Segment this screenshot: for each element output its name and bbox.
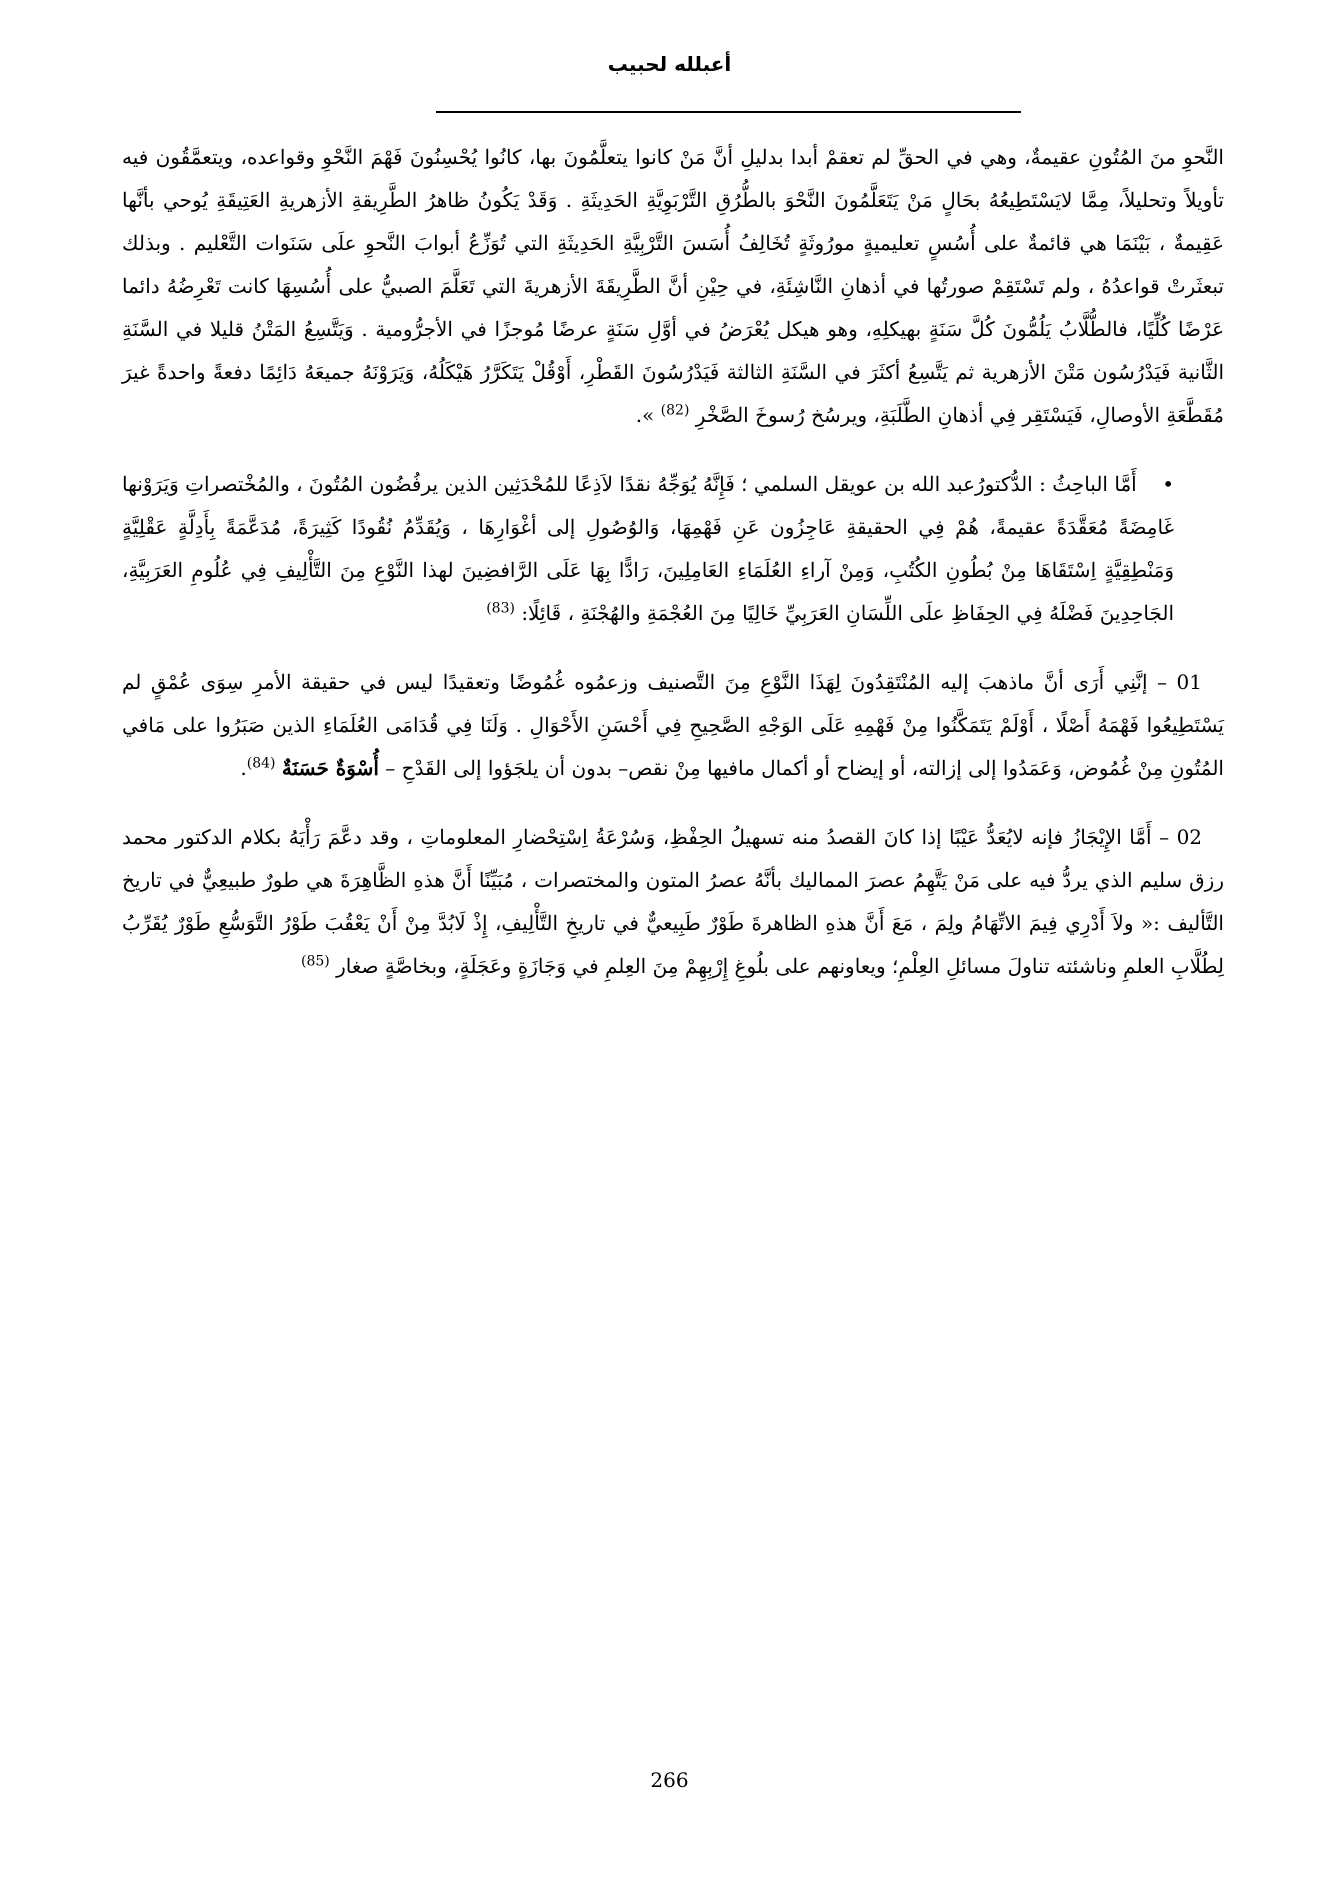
- paragraph-3-bold: أُسْوَةٌ حَسَنَةٌ: [281, 756, 379, 780]
- paragraph-3: 01 – إنَّنِي أَرَى أنَّ ماذهبَ إليه المُنْتَقِدُونَ لِهَذَا النَّوْعِ مِنَ التَّصنيف وزعمُوه غُمُوضًا وتعقيدًا ليس في حقيقة الأمرِ سِوَى عُمْقٍ لم يَسْتَطِيعُوا فَهْمَهُ أَصْلًا ، أَوْلَمْ يَتَمَكَّنُوا مِنْ فَهْمِهِ عَلَى الوَجْهِ الصَّحِيحِ فِي أَحْسَنِ الأَحْوَالِ . وَلَنَا فِي قُدَامَى العُلَمَاءِ الذين صَبَرُوا على مَافي المُتُونِ مِنْ غُمُوض، وَعَمَدُوا إلى إزالته، أو إيضاح أو أكمال مافيها مِنْ نقص– بدون أن يلجَؤوا إلى القَدْحِ – أُسْوَةٌ حَسَنَةٌ $^{(84)}$.: [122, 670, 1224, 780]
- paragraph-2-text: أَمَّا الباحِثُ : الدُّكتورُعبد الله بن عويقل السلمي ؛ فَإِنَّهُ يُوَجِّهُ نقدًا لاَذِعًا للمُحْدَثِين الذين يرفُضُون المُتُونَ ، والمُخْتصراتِ وَيَرَوْنها غَامِضَةً مُعَقَّدَةً عقيمةً، هُمْ فِي الحقيقةِ عَاجِزُون عَنِ فَهْمِهَا، وَالوُصُولِ إلى أغْوَارِهَا ، وَيُقَدِّمُ نُقُودًا كَثِيرَةً، مُدَعَّمَةً بِأَدِلَّةٍ عَقْلِيَّةٍ وَمَنْطِقِيَّةٍ اِسْتَقَاهَا مِنْ بُطُونِ الكُتُبِ، وَمِنْ آراءِ العُلَمَاءِ العَامِلِينَ، رَادًّا بِهَا عَلَى الرَّافضِينَ لهذا النَّوْعِ مِنَ التَّأْلِيفِ فِي عُلُومِ العَرَبِيَّةِ، الجَاحِدِينَ فَضْلَهُ فِي الحِفَاظِ علَى اللِّسَانِ العَرَبِيِّ خَالِيًا مِنَ العُجْمَةِ والهُجْنَةِ ، قَائِلًا:: [122, 472, 1174, 625]
- item-number-02: 02: [1176, 825, 1203, 849]
- footnote-ref-84: (84): [246, 755, 276, 772]
- footnote-ref-85: (85): [300, 953, 330, 970]
- body-text: [122, 136, 1224, 988]
- running-header: أعبلله لحبيب: [607, 52, 732, 76]
- paragraph-4-text: – أَمَّا الإِيْجَازُ فإنه لايُعَدُّ عَيْبًا إذا كانَ القصدُ منه تسهيلُ الحِفْظِ، وَسُرْعَةُ اِسْتِحْضارِ المعلوماتِ ، وقد دعَّمَ رَأْيَهُ بكلام الدكتور محمد رزق سليم الذي يردُّ فيه على مَنْ يَتَّهِمُ عصرَ المماليك بأنَّهُ عصرُ المتون والمختصرات ، مُبَيِّنًا أَنَّ هذهِ الظَّاهِرَةَ هي طورٌ طبيعِيٌّ في تاريخ التَّأليف :« ولاَ أَدْرِي فِيمَ الاتِّهَامُ ولِمَ ، مَعَ أَنَّ هذهِ الظاهرةَ طَوْرٌ طَبِيعيٌّ في تاريخِ التَّأْلِيفِ، إِذْ لَابُدَّ مِنْ أَنْ يَعْقُبَ طَوْرُ التَّوَسُّعِ طَوْرٌ يُقَرِّبُ لِطُلَّابِ العلمِ وناشئته تناولَ مسائلِ العِلْمِ؛ ويعاونهم على بلُوغِ إِرْبِهِمْ مِنَ العِلمِ في وَجَازَةٍ وعَجَلَةٍ، وبخاصَّةٍ صغار: [122, 825, 1224, 978]
- page-number: 266: [650, 1768, 689, 1792]
- paragraph-4: [122, 816, 1224, 988]
- paragraph-1: [122, 136, 1224, 437]
- paragraph-3-tail: .: [240, 756, 247, 780]
- paragraph-2: [122, 463, 1224, 635]
- paragraph-3-text: إنَّنِي أَرَى أنَّ ماذهبَ إليه المُنْتَقِدُونَ لِهَذَا النَّوْعِ مِنَ التَّصنيف وزعمُوه غُمُوضًا وتعقيدًا ليس في حقيقة الأمرِ سِوَى عُمْقٍ لم يَسْتَطِيعُوا فَهْمَهُ أَصْلًا ، أَوْلَمْ يَتَمَكَّنُوا مِنْ فَهْمِهِ عَلَى الوَجْهِ الصَّحِيحِ فِي أَحْسَنِ الأَحْوَالِ . وَلَنَا فِي قُدَامَى العُلَمَاءِ الذين صَبَرُوا على مَافي المُتُونِ مِنْ غُمُوض، وَعَمَدُوا إلى إزالته، أو إيضاح أو أكمال مافيها مِنْ نقص– بدون أن يلجَؤوا إلى القَدْحِ –: [122, 670, 1224, 780]
- bullet-marker: •: [1136, 472, 1174, 496]
- header-rule: [436, 111, 1021, 113]
- paragraph-1-text: النَّحوِ منَ المُتُونِ عقيمةٌ، وهي في الحقِّ لم تعقمْ أبدا بدليلِ أنَّ مَنْ كانوا يتعلَّمُونَ بها، كانُوا يُحْسِنُونَ فَهْمَ النَّحْوِ وقواعده، ويتعمَّقُون فيه تأويلاً وتحليلاً، مِمَّا لايَسْتَطِيعُهُ بحَالٍ مَنْ يَتَعَلَّمُونَ النَّحْوَ بالطُّرُقِ التَّرْبَوِيَّةِ الحَدِيثَةِ . وَقَدْ يَكُونُ ظاهرُ الطَّرِيقةِ الأزهريةِ العَتِيقَةِ يُوحي بأنَّها عَقِيمةٌ ، بَيْنَمَا هي قائمةٌ على أُسُسٍ تعليميةٍ مورُوثَةٍ تُخَالِفُ أُسَسَ التَّرْبِيَّةِ الحَدِيثَةِ التي تُوَزِّعُ أبوابَ النَّحوِ علَى سَنَوات التَّعْليم . وبذلك تبعثَرتْ قواعدُهُ ، ولم تَسْتَقِمْ صورتُها في أذهانِ النَّاشِئَةِ، في حِيْنِ أنَّ الطَّرِيقَةَ الأزهريةَ التي تَعَلَّمَ الصبيُّ على أُسُسِهَا كانت تَعْرِضُهُ دائما عَرْضًا كُلِّيًا، فالطُّلَّابُ يَلُمُّونَ كُلَّ سَنَةٍ بهيكلِهِ، وهو هيكل يُعْرَضُ في أوَّلِ سَنَةٍ عرضًا مُوجزًا في الأجرُّومية . وَيَتَّسِعُ المَتْنُ قليلا في السَّنَةِ الثَّانية فَيَدْرُسُون مَتْنَ الأزهرية ثم يَتَّسِعُ أكثَرَ في السَّنَةِ الثالثة فَيَدْرُسُونَ القَطْرِ، أَوْقُلْ يَتَكَرَّرُ هَيْكَلُهُ، وَيَرَوْنَهُ جميعَهُ دَائِمًا دفعةً واحدةً غيرَ مُقَطَّعَةِ الأوصالِ، فَيَسْتَقِر فِي أذهانِ الطَّلَبَةِ، ويرسُخ رُسوخَ الصَّخْرِ: [122, 145, 1225, 427]
- footnote-ref-83: (83): [486, 600, 515, 617]
- paragraph-1-tail: ».: [635, 403, 655, 427]
- footnote-ref-82: (82): [660, 402, 690, 419]
- item-number-01: 01: [1176, 670, 1202, 694]
